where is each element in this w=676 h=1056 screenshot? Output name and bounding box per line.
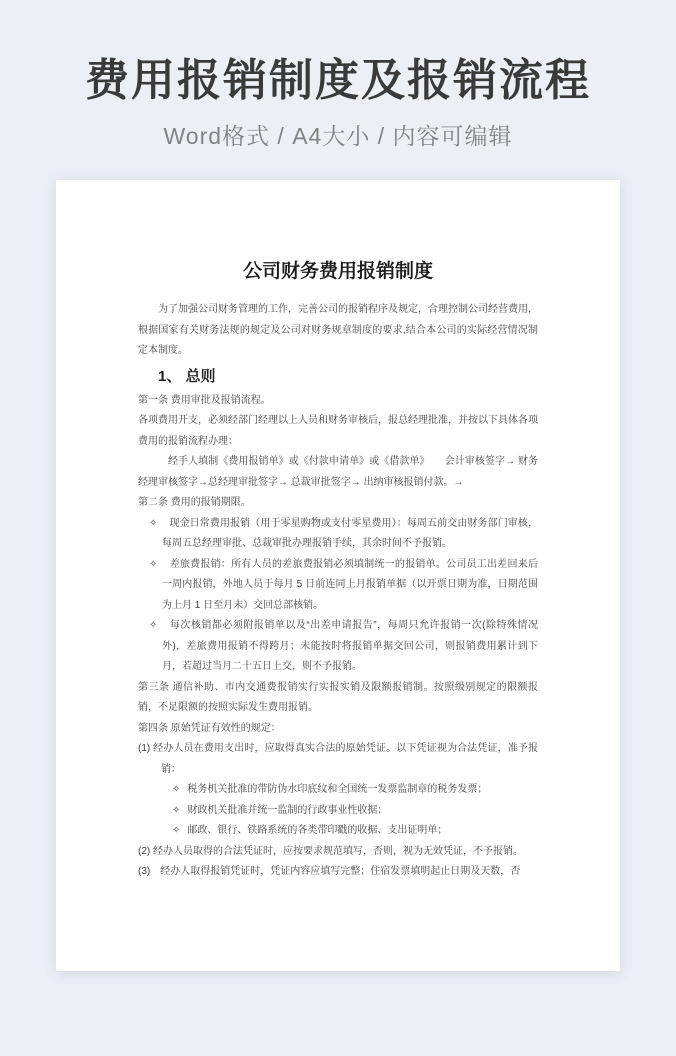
bullet-text: 财政机关批准并统一监制的行政事业性收据；: [187, 804, 388, 816]
doc-paragraph: 第二条 费用的报销期限。: [138, 497, 251, 509]
doc-paragraph: 第三条 通信补助、市内交通费报销实行实报实销及限额报销制。按照级别规定的限额报销，不足限额的按照实际发生费用报销。: [138, 681, 538, 714]
hero-title: 费用报销制度及报销流程: [85, 56, 591, 105]
doc-sub-bullet-item: [138, 780, 538, 801]
doc-title: 公司财务费用报销制度: [242, 261, 433, 283]
doc-paragraph: 各项费用开支，必须经部门经理以上人员和财务审核后，报总经理批准，并按以下具体各项费用的报销流程办理：: [138, 415, 538, 447]
diamond-bullet-icon: ✧: [149, 620, 158, 632]
document-page: [56, 180, 620, 971]
bullet-text: 邮政、银行、铁路系统的各类带印戳的收据、支出证明单；: [187, 825, 448, 837]
diamond-bullet-icon: ✧: [149, 517, 158, 529]
doc-section-heading: 1、 总则: [158, 367, 216, 385]
doc-numbered-item: (2) 经办人员取得的合法凭证时，应按要求规范填写，否则，视为无效凭证，不予报销。: [138, 845, 523, 857]
doc-numbered-item: (3) 经办人取得报销凭证时，凭证内容应填写完整；住宿发票填明起止日期及天数，否: [138, 866, 521, 878]
bullet-text: 每次核销都必须附报销单以及“出差申请报告”，每周只允许报销一次(除特殊情况外)，差旅费用报销不得跨月；未能按时将报销单据交回公司，则报销费用累计到下月，若超过当月二十五日上交，则不予报销。: [162, 620, 538, 673]
hero-banner: [0, 0, 676, 151]
doc-flow-paragraph: 经手人填制《费用报销单》或《付款申请单》或《借款单》 会计审核签字→ 财务经理审核签字→总经理审批签字→ 总裁审批签字→ 出纳审核报销付款。→: [138, 456, 538, 488]
doc-paragraph: 第四条 原始凭证有效性的规定：: [138, 722, 281, 734]
diamond-bullet-icon: ✧: [172, 784, 181, 796]
doc-sub-bullet-item: [138, 821, 538, 842]
diamond-bullet-icon: ✧: [149, 558, 158, 570]
bullet-text: 现金日常费用报销（用于零星购物或支付零星费用）：每周五前交由财务部门审核，每周五总经理审批、总裁审批办理报销手续，其余时间不予报销。: [162, 517, 538, 550]
doc-bullet-item: [138, 555, 538, 617]
bullet-text: 税务机关批准的带防伪水印底纹和全国统一发票监制章的税务发票；: [187, 784, 488, 796]
doc-bullet-item: [138, 514, 538, 555]
doc-numbered-item: (1) 经办人员在费用支出时，应取得真实合法的原始凭证。以下凭证视为合法凭证，准予报销：: [138, 743, 538, 775]
diamond-bullet-icon: ✧: [172, 825, 181, 837]
bullet-text: 差旅费报销：所有人员的差旅费报销必须填制统一的报销单。公司员工出差回来后一周内报销，外地人员于每月 5 日前连同上月报销单据（以开票日期为准，日期范围为上月 1 日至月末）交回总部核销。: [162, 558, 538, 611]
doc-paragraph: 第一条 费用审批及报销流程。: [138, 394, 271, 406]
diamond-bullet-icon: ✧: [172, 804, 181, 816]
doc-bullet-item: [138, 616, 538, 678]
doc-body: [138, 300, 538, 883]
hero-subtitle: Word格式 / A4大小 / 内容可编辑: [163, 123, 513, 150]
doc-sub-bullet-item: [138, 801, 538, 822]
doc-paragraph: 为了加强公司财务管理的工作，完善公司的报销程序及规定，合理控制公司经营费用，根据国家有关财务法规的规定及公司对财务规章制度的要求,结合本公司的实际经营情况制定本制度。: [138, 304, 538, 357]
